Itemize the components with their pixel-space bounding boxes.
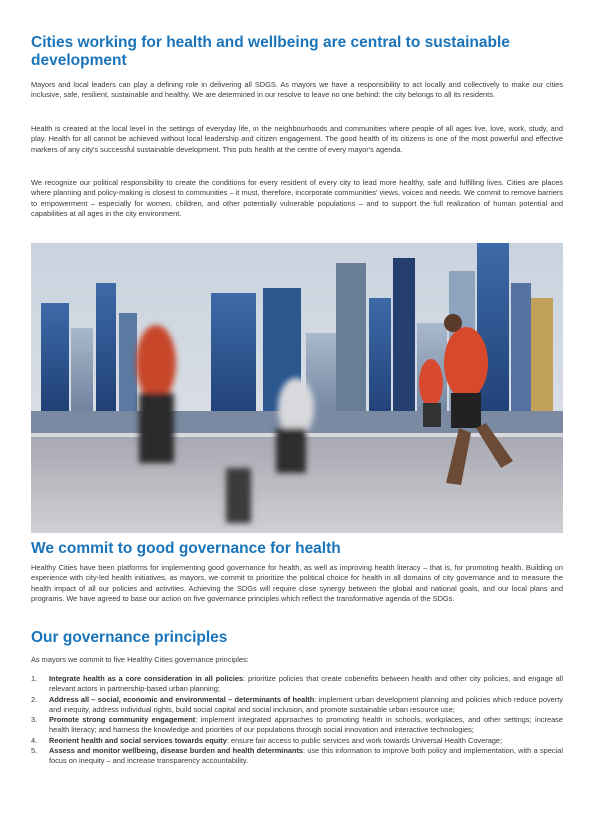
principles-list (31, 674, 563, 767)
principle-title: Promote strong community engagement (49, 715, 196, 725)
principle-description: : prioritize policies that create cobenefits between health and other city policies, and engage all relevant actors in partnership-based urban planning; (49, 674, 563, 694)
principle-number: 2. (31, 694, 38, 704)
principle-item (31, 746, 563, 767)
principle-item (31, 736, 563, 746)
section-heading-cities: Cities working for health and wellbeing are central to sustainable development (31, 34, 510, 69)
principle-number: 1. (31, 674, 38, 683)
paragraph-healthy-cities: Healthy Cities have been platforms for implementing good governance for health, as well as improving health literacy – that is, for promoting health. Building on experience with city-led health initiatives, as mayors, we commit to prioritize the political choice for health in all domains of city governance and to measure the health impact of all our policies and activities. Achieving the SDGs will require close synergy between the global and national goals, and our local plans and programs. We have agreed to base our action on five governance principles which reflect the transformative agenda of the SDGs. (31, 563, 563, 603)
principle-number: 5. (31, 746, 38, 756)
section-heading-governance: We commit to good governance for health (31, 540, 341, 557)
paragraph-principles-intro: As mayors we commit to five Healthy Cities governance principles: (31, 655, 249, 664)
section-heading-principles: Our governance principles (31, 629, 228, 646)
principle-title: Reorient health and social services towards equity (49, 735, 227, 745)
principle-description: : ensure fair access to public services and work towards Universal Health Coverage; (226, 735, 503, 745)
principle-description: : use this information to improve both policy and implementation, with a special focus on inequity – and increase transparency accountability. (49, 746, 563, 766)
principle-description: : implement integrated approaches to promoting health in schools, workplaces, and other settings; increase health literacy; and harness the knowledge and priorities of our populations through social innovation and interactive technologies; (49, 715, 563, 735)
principle-title: Address all – social, economic and environmental – determinants of health (49, 694, 315, 704)
principle-number: 3. (31, 715, 38, 725)
principle-item (31, 674, 563, 695)
paragraph-political-responsibility: We recognize our political responsibility to create the conditions for every resident of every city to lead more healthy, safe and fulfilling lives. Cities are places where planning and policy-making is closest to communities – it must, therefore, incorporate communities' views, voices and needs. We commit to remove barriers to empowerment – especially for women, children, and other potentially vulnerable populations – and to support the full realization of human potential and capabilities at all ages in the city environment. (31, 178, 563, 218)
principle-title: Assess and monitor wellbeing, disease burden and health determinants (49, 746, 304, 756)
city-runners-photo (31, 243, 563, 533)
paragraph-mayors: Mayors and local leaders can play a defining role in delivering all SDGS. As mayors we have a responsibility to act locally and collectively to make our cities inclusive, safe, resilient, sustainable and healthy. We are determined in our resolve to leave no one behind: the city belongs to all its residents. (31, 80, 563, 100)
principle-number: 4. (31, 735, 38, 745)
principle-item (31, 695, 563, 716)
principle-description: : implement urban development planning and policies which reduce poverty and inequity, address individual rights, build social capital and social inclusion, and promote sustainable urban resource use; (49, 694, 563, 714)
principle-item (31, 715, 563, 736)
paragraph-health-local: Health is created at the local level in the settings of everyday life, in the neighbourhoods and communities where people of all ages live, love, work, study, and play. Health for all cannot be achieved without local leadership and citizen engagement. The good health of its citizens is one of the most powerful and effective markers of any city's successful sustainable development. This puts health at the centre of every mayor's agenda. (31, 124, 563, 154)
principle-title: Integrate health as a core consideration in all policies (49, 674, 244, 683)
